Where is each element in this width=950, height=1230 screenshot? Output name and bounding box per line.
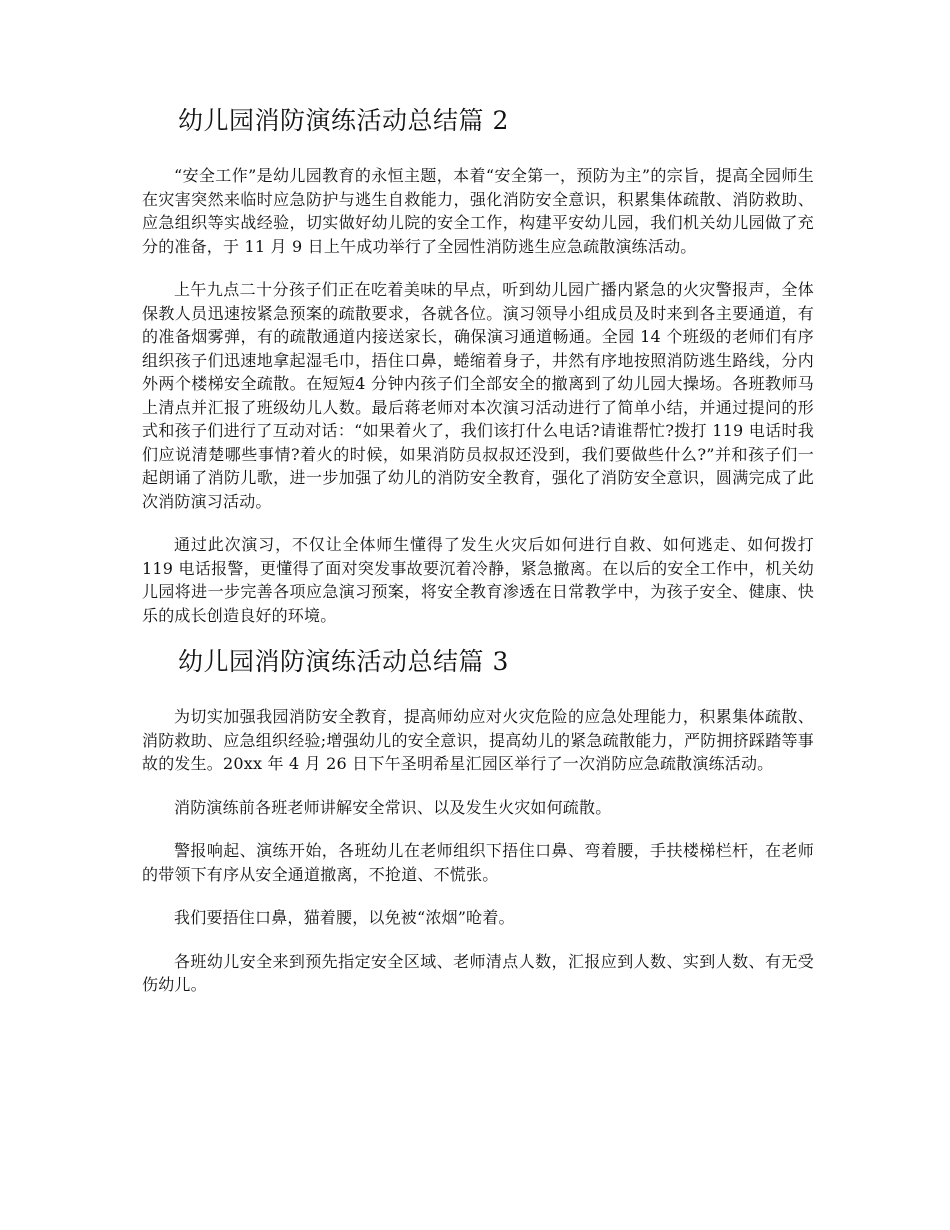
paragraph: 消防演练前各班老师讲解安全常识、以及发生火灾如何疏散。: [174, 797, 612, 817]
paragraph: “安全工作”是幼儿园教育的永恒主题，本着“安全第一，预防为主”的宗旨，提高全园师生在灾害突然来临时应急防护与逃生自救能力，强化消防安全意识，积累集体疏散、消防救助、应急组织等实战经验，切实做好幼儿院的安全工作，构建平安幼儿园，我们机关幼儿园做了充分的准备，于 11 月 9 日上午成功举行了全园性消防逃生应急疏散演练活动。: [142, 166, 814, 256]
section-title-3: 幼儿园消防演练活动总结篇 3: [178, 647, 509, 676]
paragraph: 警报响起、演练开始，各班幼儿在老师组织下捂住口鼻、弯着腰，手扶楼梯栏杆，在老师的带领下有序从安全通道撤离，不抢道、不慌张。: [142, 841, 814, 884]
paragraph: 我们要捂住口鼻，猫着腰，以免被“浓烟”呛着。: [174, 908, 515, 927]
paragraph: 各班幼儿安全来到预先指定安全区域、老师清点人数，汇报应到人数、实到人数、有无受伤幼儿。: [142, 951, 814, 994]
paragraph: 为切实加强我园消防安全教育，提高师幼应对火灾危险的应急处理能力，积累集体疏散、消防救助、应急组织经验;增强幼儿的安全意识，提高幼儿的紧急疏散能力，严防拥挤踩踏等事故的发生。20xx 年 4 月 26 日下午圣明希星汇园区举行了一次消防应急疏散演练活动。: [142, 707, 814, 773]
paragraph: 通过此次演习，不仅让全体师生懂得了发生火灾后如何进行自救、如何逃走、如何拨打 119 电话报警，更懂得了面对突发事故要沉着冷静，紧急撤离。在以后的安全工作中，机关幼儿园将进一步完善各项应急演习预案，将安全教育渗透在日常教学中，为孩子安全、健康、快乐的成长创造良好的环境。: [142, 535, 814, 625]
paragraph: 上午九点二十分孩子们正在吃着美味的早点，听到幼儿园广播内紧急的火灾警报声，全体保教人员迅速按紧急预案的疏散要求，各就各位。演习领导小组成员及时来到各主要通道，有的准备烟雾弹，有的疏散通道内接送家长，确保演习通道畅通。全园 14 个班级的老师们有序组织孩子们迅速地拿起湿毛巾，捂住口鼻，蜷缩着身子，井然有序地按照消防逃生路线，分内外两个楼梯安全疏散。在短短4 分钟内孩子们全部安全的撤离到了幼儿园大操场。各班教师马上清点并汇报了班级幼儿人数。最后蒋老师对本次演习活动进行了简单小结，并通过提问的形式和孩子们进行了互动对话：“如果着火了，我们该打什么电话?请谁帮忙?拨打 119 电话时我们应说清楚哪些事情?着火的时候，如果消防员叔叔还没到，我们要做些什么?”并和孩子们一起朗诵了消防儿歌，进一步加强了幼儿的消防安全教育，强化了消防安全意识，圆满完成了此次消防演习活动。: [142, 280, 814, 511]
section-title-2: 幼儿园消防演练活动总结篇 2: [178, 106, 509, 135]
document-body: [142, 96, 814, 1017]
